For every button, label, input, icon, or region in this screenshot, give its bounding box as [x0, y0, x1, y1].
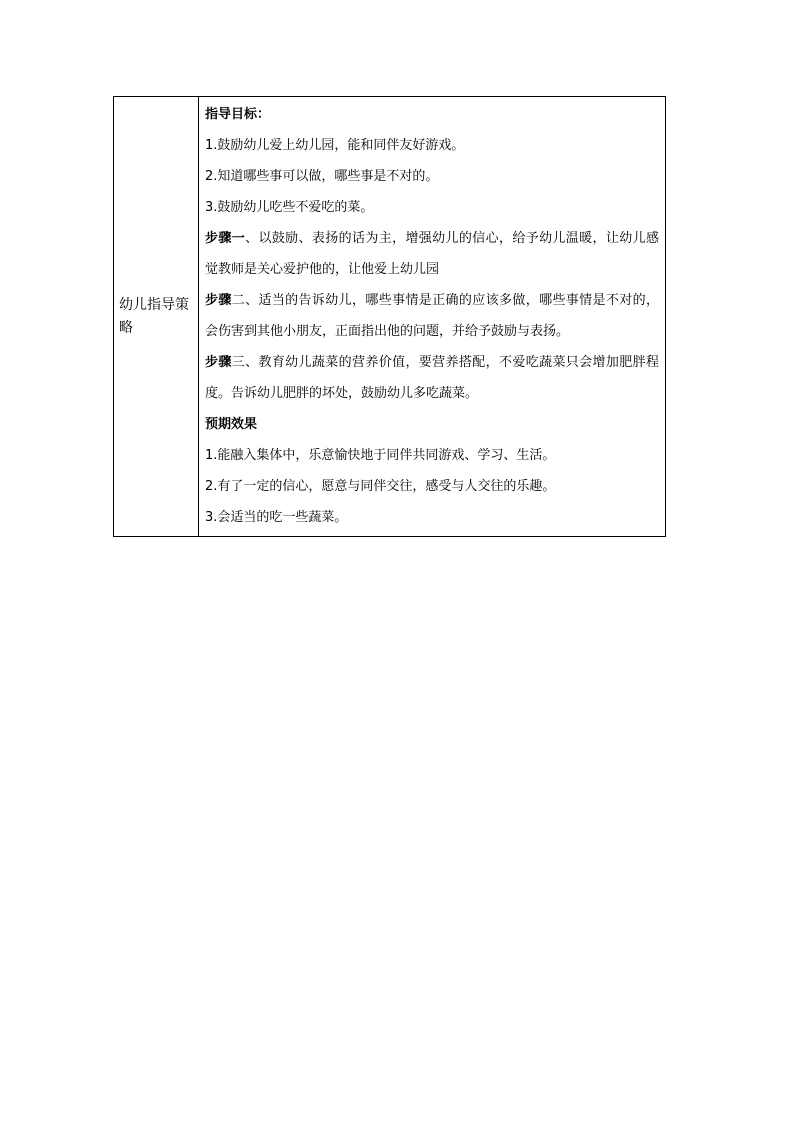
step-text-1: 、以鼓励、表扬的话为主，增强幼儿的信心，给予幼儿温暖，让幼儿感觉教师是关心爱护他的，让他爱上幼儿园 [205, 231, 659, 277]
step-paragraph-3 [205, 347, 659, 409]
goals-heading: 指导目标： [205, 107, 271, 122]
effect-item-3: 3.会适当的吃一些蔬菜。 [205, 510, 348, 525]
step-label-2: 步骤 [205, 293, 232, 308]
effect-item-2: 2.有了一定的信心，愿意与同伴交往，感受与人交往的乐趣。 [205, 479, 556, 494]
step-paragraph-2 [205, 285, 659, 347]
step-label-1: 步骤一 [205, 231, 246, 246]
table-row [114, 97, 666, 537]
strategy-table [113, 96, 666, 537]
goal-item-2: 2.知道哪些事可以做，哪些事是不对的。 [205, 169, 439, 184]
step-label-3: 步骤 [205, 355, 232, 370]
step-text-3: 三、教育幼儿蔬菜的营养价值，要营养搭配，不爱吃蔬菜只会增加肥胖程度。告诉幼儿肥胖的坏处，鼓励幼儿多吃蔬菜。 [205, 355, 659, 401]
effect-item-1: 1.能融入集体中，乐意愉快地于同伴共同游戏、学习、生活。 [205, 448, 556, 463]
content-cell [199, 97, 666, 537]
goal-item-3: 3.鼓励幼儿吃些不爱吃的菜。 [205, 200, 374, 215]
goal-item-1: 1.鼓励幼儿爱上幼儿园，能和同伴友好游戏。 [205, 138, 465, 153]
effects-heading: 预期效果 [205, 417, 258, 432]
row-label: 幼儿指导策略 [119, 296, 189, 336]
step-paragraph-1 [205, 223, 659, 285]
row-label-cell [114, 97, 199, 537]
step-text-2: 二、适当的告诉幼儿，哪些事情是正确的应该多做，哪些事情是不对的，会伤害到其他小朋友，正面指出他的问题，并给予鼓励与表扬。 [205, 293, 659, 339]
